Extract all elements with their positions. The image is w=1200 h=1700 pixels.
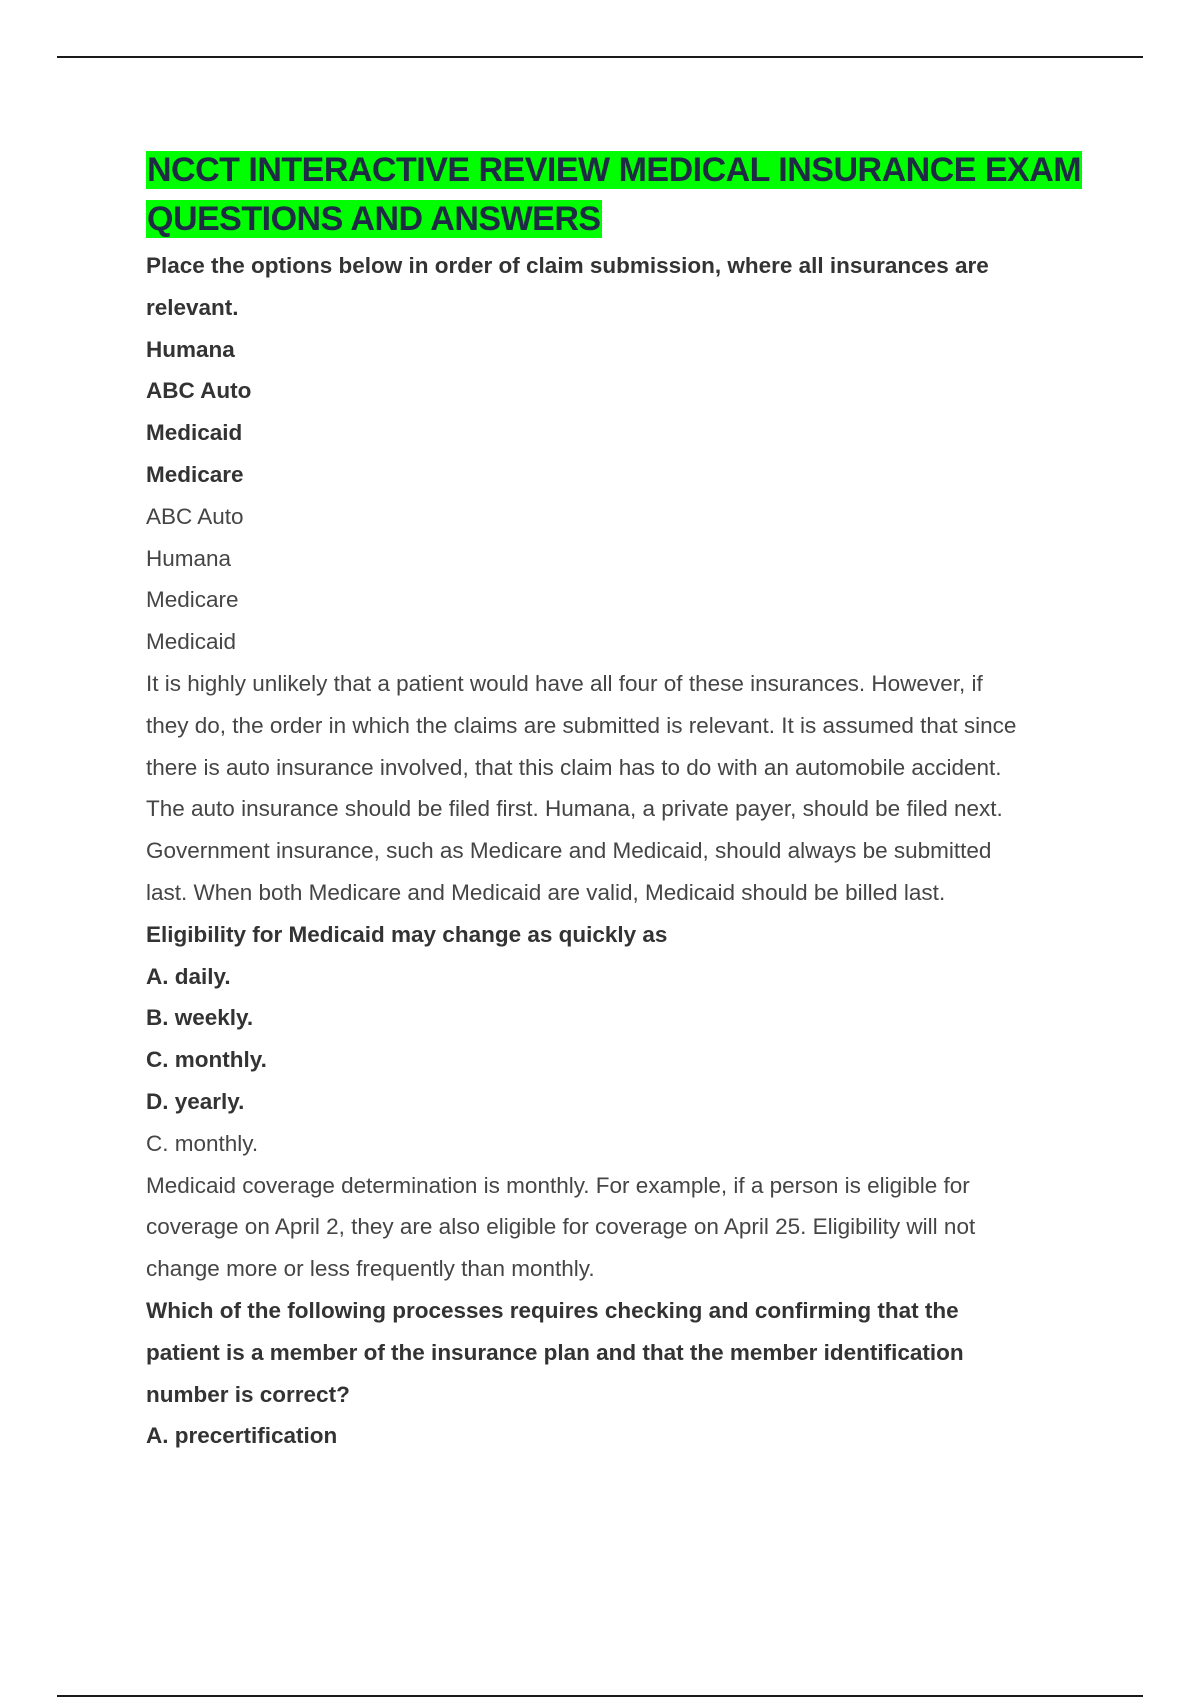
question-line: Eligibility for Medicaid may change as quickly as xyxy=(146,921,668,947)
footer-rule xyxy=(57,1695,1143,1697)
answer-line: coverage on April 2, they are also eligible for coverage on April 25. Eligibility will not xyxy=(146,1214,976,1240)
header-rule xyxy=(57,56,1143,58)
document-body xyxy=(146,146,1096,1457)
title-line-2: QUESTIONS AND ANSWERS xyxy=(147,200,601,238)
question-line: A. precertification xyxy=(146,1423,338,1449)
question-line: ABC Auto xyxy=(146,378,252,404)
answer-line: there is auto insurance involved, that this claim has to do with an automobile accident. xyxy=(146,754,1002,780)
question-line: Which of the following processes requires checking and confirming that the xyxy=(146,1297,959,1323)
question-line: B. weekly. xyxy=(146,1005,254,1031)
answer-line: Government insurance, such as Medicare and Medicaid, should always be submitted xyxy=(146,838,992,864)
title-line-1: NCCT INTERACTIVE REVIEW MEDICAL INSURANCE EXAM xyxy=(147,151,1082,189)
answer-line: ABC Auto xyxy=(146,503,244,529)
question-line: A. daily. xyxy=(146,963,231,989)
question-line: patient is a member of the insurance plan and that the member identification xyxy=(146,1339,964,1365)
question-line: Medicare xyxy=(146,461,244,487)
answer-line: change more or less frequently than monthly. xyxy=(146,1256,595,1282)
answer-line: Medicaid coverage determination is monthly. For example, if a person is eligible for xyxy=(146,1172,970,1198)
answer-line: last. When both Medicare and Medicaid are valid, Medicaid should be billed last. xyxy=(146,879,946,905)
question-line: Humana xyxy=(146,336,235,362)
question-line: number is correct? xyxy=(146,1381,350,1407)
answer-line: Medicaid xyxy=(146,629,237,655)
question-line: Medicaid xyxy=(146,420,243,446)
answer-line: C. monthly. xyxy=(146,1130,259,1156)
qa-text xyxy=(146,245,1096,1457)
answer-line: Medicare xyxy=(146,587,239,613)
answer-line: It is highly unlikely that a patient would have all four of these insurances. However, if xyxy=(146,670,983,696)
answer-line: Humana xyxy=(146,545,232,571)
question-line: Place the options below in order of claim submission, where all insurances are xyxy=(146,253,989,278)
answer-line: they do, the order in which the claims are submitted is relevant. It is assumed that since xyxy=(146,712,1017,738)
answer-line: The auto insurance should be filed first. Humana, a private payer, should be filed next. xyxy=(146,796,1003,822)
question-line: relevant. xyxy=(146,294,239,320)
question-line: D. yearly. xyxy=(146,1088,245,1114)
question-line: C. monthly. xyxy=(146,1047,267,1073)
document-title xyxy=(146,146,1096,244)
